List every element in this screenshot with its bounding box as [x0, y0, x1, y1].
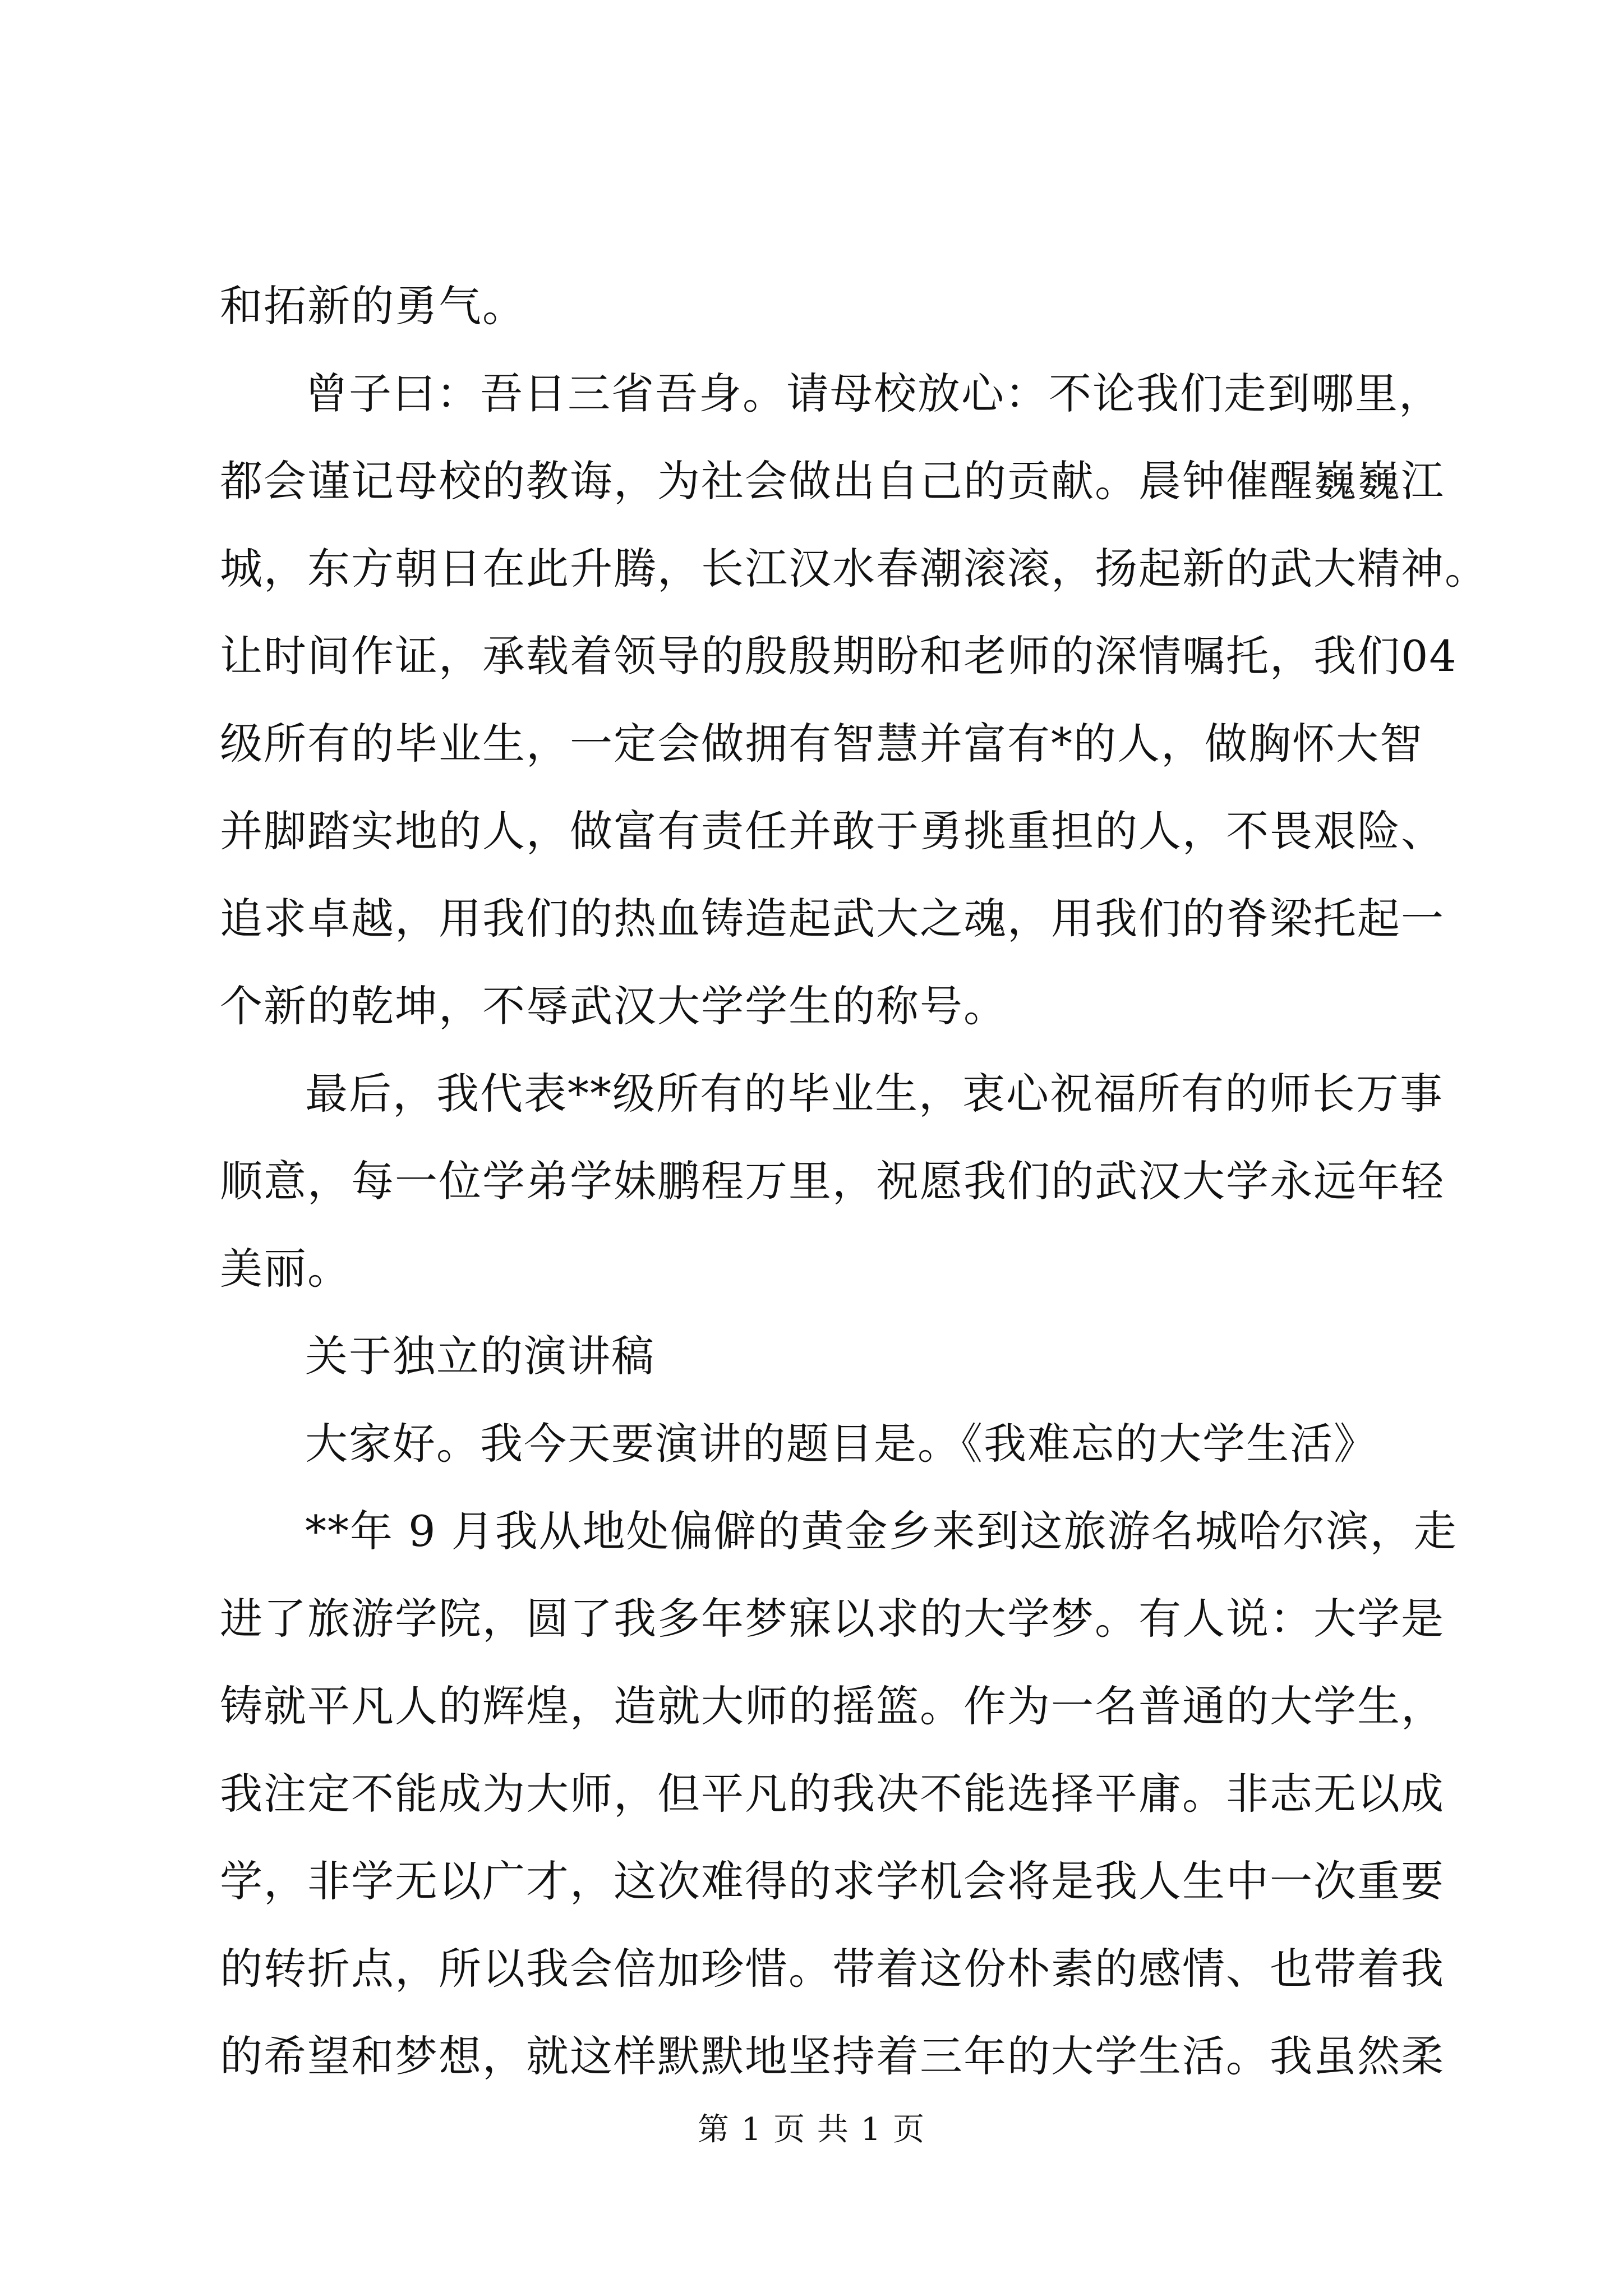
text-line: 的希望和梦想，就这样默默地坚持着三年的大学生活。我虽然柔	[220, 2031, 1445, 2081]
text-line: 并脚踏实地的人，做富有责任并敢于勇挑重担的人，不畏艰险、	[220, 806, 1445, 856]
page-number-footer: 第 1 页 共 1 页	[697, 2111, 926, 2148]
text-line: 城，东方朝日在此升腾，长江汉水春潮滚滚，扬起新的武大精神。	[220, 544, 1488, 593]
text-line: 都会谨记母校的教诲，为社会做出自己的贡献。晨钟催醒巍巍江	[220, 456, 1445, 506]
body-text	[220, 263, 1488, 2100]
text-line: 级所有的毕业生，一定会做拥有智慧并富有*的人，做胸怀大智	[220, 719, 1423, 769]
text-line: 最后，我代表**级所有的毕业生，衷心祝福所有的师长万事	[305, 1069, 1444, 1119]
text-line: 大家好。我今天要演讲的题目是。《我难忘的大学生活》	[305, 1419, 1377, 1469]
text-line: 个新的乾坤，不辱武汉大学学生的称号。	[220, 981, 1007, 1031]
text-line: 的转折点，所以我会倍加珍惜。带着这份朴素的感情、也带着我	[220, 1944, 1445, 1994]
text-line: 和拓新的勇气。	[220, 281, 526, 331]
text-line: 追求卓越，用我们的热血铸造起武大之魂，用我们的脊梁托起一	[220, 894, 1445, 944]
text-line: 顺意，每一位学弟学妹鹏程万里，祝愿我们的武汉大学永远年轻	[220, 1156, 1445, 1206]
text-line: 铸就平凡人的辉煌，造就大师的摇篮。作为一名普通的大学生，	[220, 1681, 1445, 1731]
text-line: 进了旅游学院，圆了我多年梦寐以求的大学梦。有人说：大学是	[220, 1594, 1445, 1644]
section-heading: 关于独立的演讲稿	[305, 1331, 655, 1381]
text-line: 让时间作证，承载着领导的殷殷期盼和老师的深情嘱托，我们04	[220, 631, 1458, 681]
text-line: **年 9 月我从地处偏僻的黄金乡来到这旅游名城哈尔滨，走	[305, 1506, 1458, 1556]
text-line: 我注定不能成为大师，但平凡的我决不能选择平庸。非志无以成	[220, 1769, 1445, 1819]
text-line: 学，非学无以广才，这次难得的求学机会将是我人生中一次重要	[220, 1856, 1445, 1906]
text-line: 曾子曰：吾日三省吾身。请母校放心：不论我们走到哪里，	[305, 369, 1442, 418]
text-line: 美丽。	[220, 1244, 351, 1294]
